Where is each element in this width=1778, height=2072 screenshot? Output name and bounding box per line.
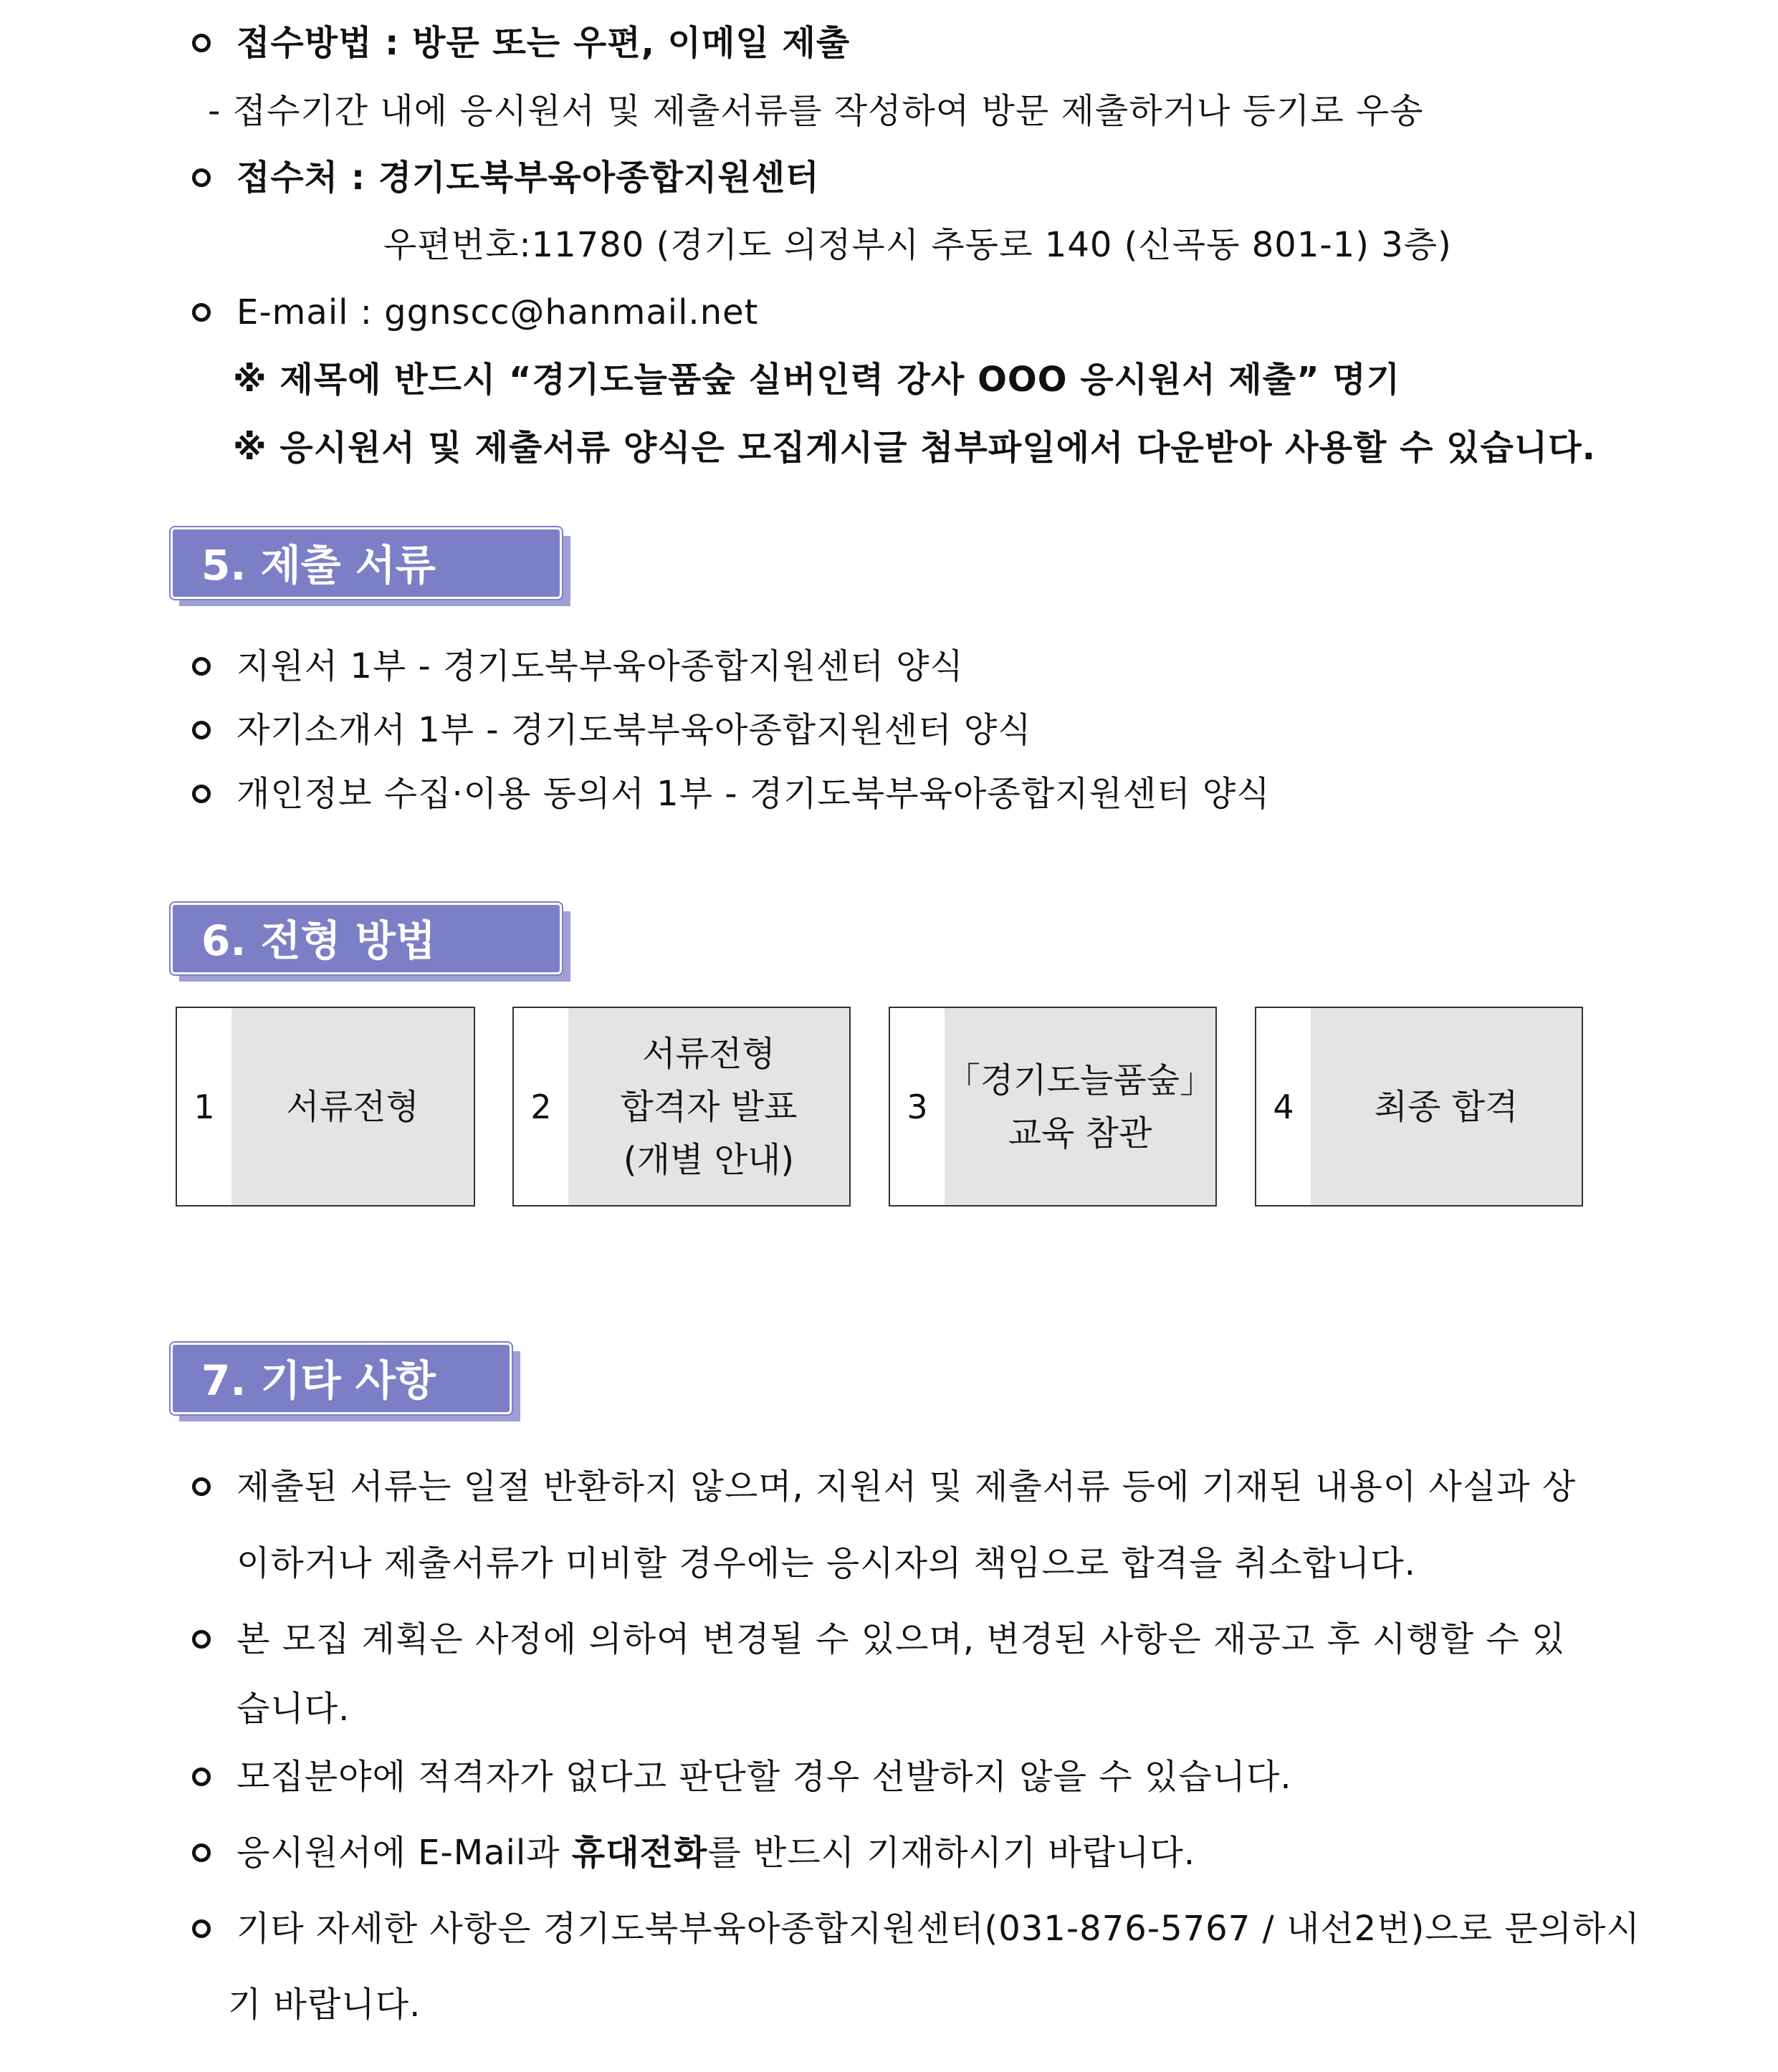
- misc-item-3: 모집분야에 적격자가 없다고 판단할 경우 선발하지 않을 수 있습니다.: [236, 1757, 1292, 1797]
- section-header-5: 5. 제출 서류: [171, 527, 562, 599]
- document-item: 지원서 1부 - 경기도북부육아종합지원센터 양식: [236, 646, 964, 686]
- bullet-circle-icon: [192, 34, 211, 52]
- reception-address: 우편번호:11780 (경기도 의정부시 추동로 140 (신곡동 801-1) 3층): [383, 225, 1452, 265]
- selection-step-1: [176, 1007, 475, 1207]
- step-number: 2: [514, 1008, 570, 1205]
- section-header-7: 7. 기타 사항: [171, 1343, 512, 1414]
- misc-item-4-pre: 응시원서에 E-Mail과: [236, 1833, 572, 1873]
- step-label: [231, 1008, 474, 1205]
- reception-email: E-mail : ggnscc@hanmail.net: [236, 292, 759, 332]
- step-number: 3: [890, 1008, 946, 1205]
- step-label-line: 「경기도늘품숲」: [945, 1060, 1215, 1100]
- misc-item-4: [236, 1831, 1195, 1874]
- note-title-rule: ※ 제목에 반드시 “경기도늘품숲 실버인력 강사 OOO 응시원서 제출” 명기: [233, 360, 1401, 400]
- reception-place: 접수처 : 경기도북부육아종합지원센터: [236, 158, 820, 198]
- misc-item-4-bold: 휴대전화: [571, 1833, 708, 1873]
- section-header-6: 6. 전형 방법: [171, 903, 562, 974]
- step-label-line: 합격자 발표: [620, 1086, 798, 1127]
- misc-item-2-line2: 습니다.: [236, 1689, 350, 1729]
- selection-step-4: [1255, 1007, 1583, 1207]
- bullet-circle-icon: [192, 1477, 211, 1496]
- bullet-circle-icon: [192, 303, 211, 322]
- misc-item-2-line1: 본 모집 계획은 사정에 의하여 변경될 수 있으며, 변경된 사항은 재공고 후 시행할 수 있: [236, 1619, 1566, 1659]
- misc-item-1-line1: 제출된 서류는 일절 반환하지 않으며, 지원서 및 제출서류 등에 기재된 내용이 사실과 상: [236, 1467, 1577, 1507]
- step-label-line: (개별 안내): [623, 1139, 795, 1180]
- step-label: [568, 1008, 849, 1205]
- step-number: 1: [177, 1008, 233, 1205]
- step-number: 4: [1256, 1008, 1312, 1205]
- bullet-circle-icon: [192, 1630, 211, 1649]
- reception-method-detail: - 접수기간 내에 응시원서 및 제출서류를 작성하여 방문 제출하거나 등기로 우송: [208, 91, 1424, 131]
- step-label-line: 교육 참관: [1008, 1113, 1152, 1153]
- selection-step-3: [889, 1007, 1217, 1207]
- document-item: 자기소개서 1부 - 경기도북부육아종합지원센터 양식: [236, 710, 1032, 750]
- reception-method: 접수방법 : 방문 또는 우편, 이메일 제출: [236, 23, 851, 63]
- bullet-circle-icon: [192, 1919, 211, 1938]
- bullet-circle-icon: [192, 785, 211, 803]
- step-label-line: 서류전형: [642, 1033, 775, 1074]
- step-label: [1311, 1008, 1582, 1205]
- misc-item-1-line2: 이하거나 제출서류가 미비할 경우에는 응시자의 책임으로 합격을 취소합니다.: [236, 1543, 1416, 1583]
- note-form-download: ※ 응시원서 및 제출서류 양식은 모집게시글 첨부파일에서 다운받아 사용할 수 있습니다.: [233, 428, 1596, 468]
- misc-item-5-line1: 기타 자세한 사항은 경기도북부육아종합지원센터(031-876-5767 / 내선2번)으로 문의하시: [236, 1909, 1640, 1949]
- misc-item-5-line2: 기 바랍니다.: [228, 1985, 421, 2025]
- bullet-circle-icon: [192, 721, 211, 739]
- bullet-circle-icon: [192, 657, 211, 676]
- bullet-circle-icon: [192, 168, 211, 187]
- bullet-circle-icon: [192, 1768, 211, 1786]
- selection-step-2: [512, 1007, 851, 1207]
- step-label-line: 서류전형: [286, 1086, 419, 1127]
- step-label-line: 최종 합격: [1374, 1086, 1519, 1127]
- misc-item-4-post: 를 반드시 기재하시기 바랍니다.: [707, 1833, 1196, 1873]
- bullet-circle-icon: [192, 1843, 211, 1862]
- document-item: 개인정보 수집·이용 동의서 1부 - 경기도북부육아종합지원센터 양식: [236, 774, 1271, 814]
- step-label: [945, 1008, 1215, 1205]
